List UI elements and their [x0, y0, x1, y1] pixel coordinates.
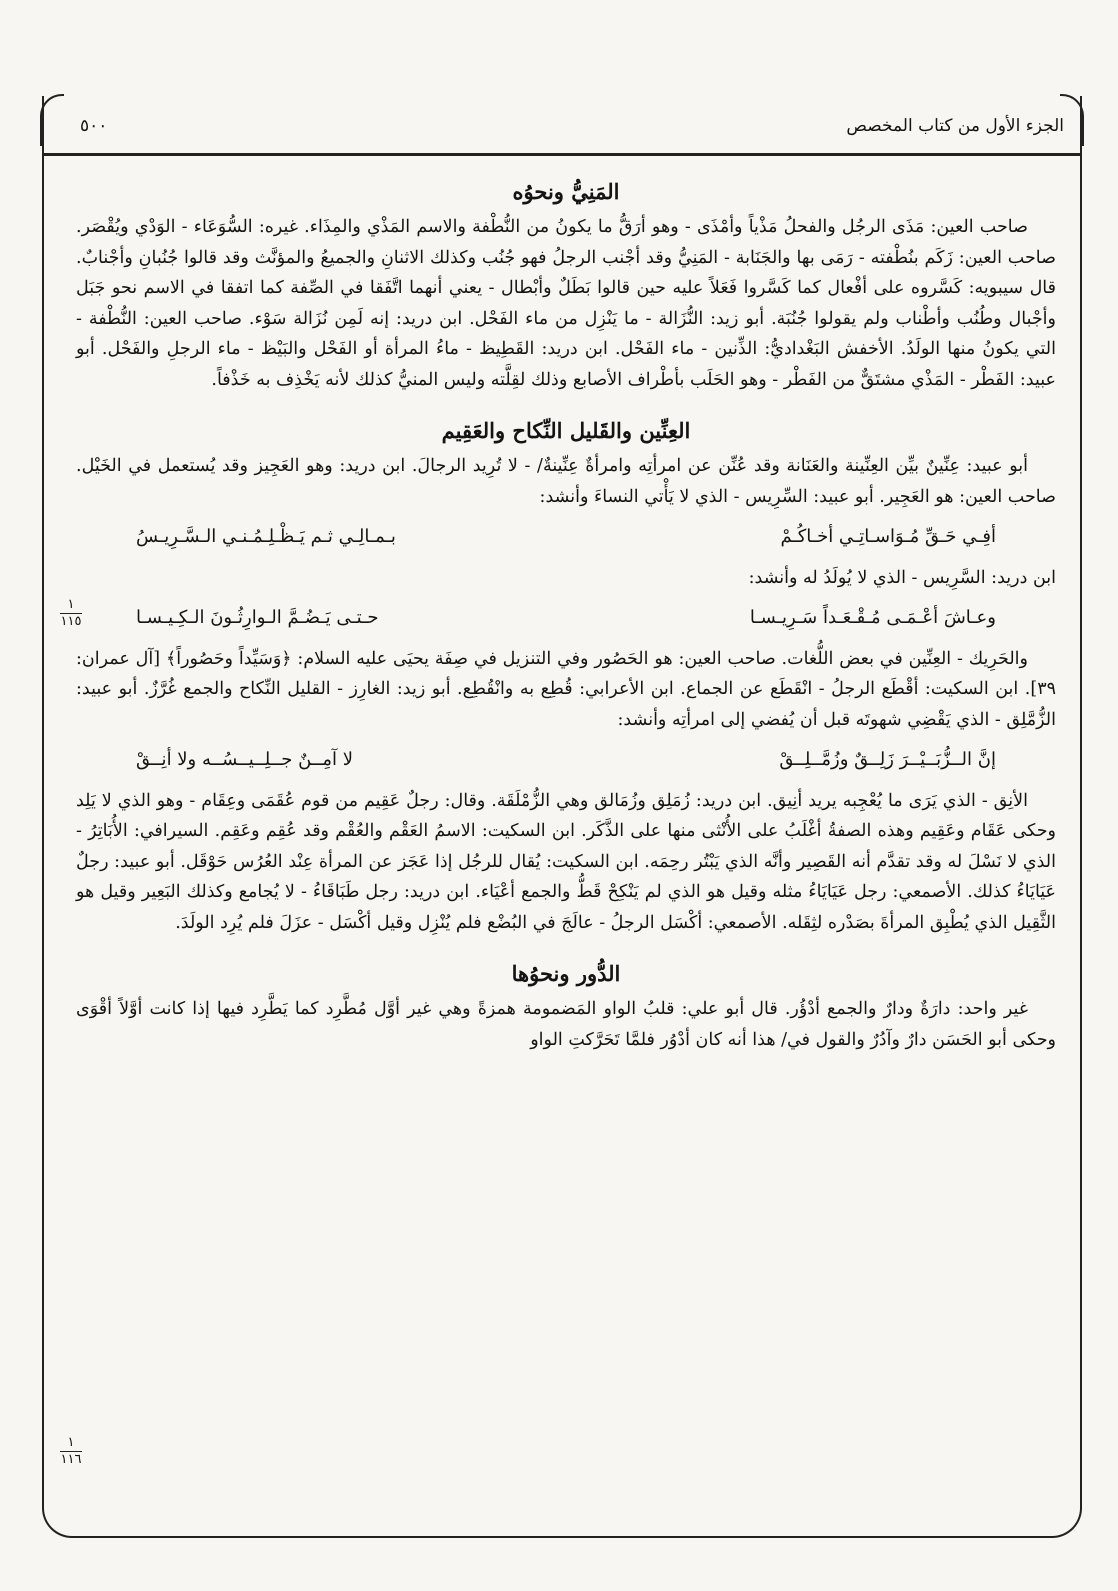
verse-hemistich-first: إنَّ الــزُّبَــيْــرَ زَلِــقٌ وزُمَّــلِــقْ — [779, 749, 996, 770]
header-corner-left — [40, 94, 64, 146]
section-title: الدُّور ونحوُها — [511, 961, 621, 986]
running-header — [42, 110, 1082, 156]
page-body — [76, 170, 1056, 1055]
verse-hemistich-second: لا آمِــنٌ جــلِــيــسُــه ولا أنِــقْ — [136, 749, 353, 770]
section-title: العِنِّين والقَليل النِّكاح والعَقِيم — [441, 418, 691, 443]
paragraph: أبو عبيد: عِنِّينٌ بيِّن العِنِّينة والعَنَانة وقد عُنِّن عن امرأتِه وامرأةٌ عِنِّينةٌ/ - لا تُرِيد الرجالَ. ابن دريد: وهو العَجِيز وقد يُستعمل في الخَيْل. صاحب العين: هو العَجِير. أبو عبيد: السِّرِيس - الذي لا يَأْتي النساءَ وأنشد: — [76, 456, 1056, 507]
poem-verse — [136, 745, 996, 776]
paragraph: غير واحد: دارَةٌ ودارٌ والجمع أدْؤُر. قال أبو علي: قلبُ الواو المَضمومة همزةً وهي غير أوَّل مُطَّرِد كما يَطَّرِد فيها إذا كانت أوَّلاً أقْوَى وحكى أبو الحَسَن دارٌ وآدُرٌ والقول في/ هذا أنه كان أدْوُر فلمَّا تَحَرَّكتِ الواو — [76, 999, 1056, 1050]
paragraph: والحَرِيك - العِنِّين في بعض اللُّغات. صاحب العين: هو الحَصُور وفي التنزيل في صِفَة يحيَى عليه السلام: ﴿وَسَيِّداً وحَصُوراً﴾ [آل عمران: ٣٩]. ابن السكيت: أقْطَع الرجلُ - انْقَطَع عن الجماع. ابن الأعرابي: قُطِع به وانْقُطِع. أبو زيد: الغارِز - القليل النِّكاح والجمع غُرَّزٌ. أبو عبيد: الزُّمَّلِق - الذي يَقْضِي شهوتَه قبل أن يُفضي إلى امرأتِه وأنشد: — [76, 648, 1056, 730]
margin-marker — [60, 1436, 82, 1467]
book-title: الجزء الأول من كتاب المخصص — [846, 116, 1064, 136]
poem-verse — [136, 603, 996, 634]
paragraph: الأنِق - الذي يَرَى ما يُعْجِبه يريد أنِيق. ابن دريد: زُمَلِق وزُمَالق وهي الزُّمْلَقَة. وقال: رجلٌ عَقِيم من قوم عُقَمَى وعِقَام - وهو الذي لا يَلِد وحكى عَقَام وعَقِيم وهذه الصفةُ أغْلَبُ على الأُنْثى منها على الذَّكَر. ابن السكيت: الاسمُ العَقْم والعُقْم وقد عُقِم وعَقِم. السيرافي: الأُبَاتِرُ - الذي لا نَسْلَ له وقد تقدَّم أنه القَصِير وأنَّه الذي يَبْتُر رحِمَه. ابن السكيت: يُقال للرجُل إذا عَجَز عن المرأة عِنْد العُرُس حَوْقَل. أبو عبيد: رجلٌ عَيَايَاءُ كذلك. الأصمعي: رجل عَيَايَاءُ مثله وقيل هو الذي لم يَنْكِحْ قَطُّ والجمع أعْيَاء. ابن دريد: رجل طَبَاقَاءُ - لا يُجامع وكذلك البَعِير وقيل هو الثَّقِيل الذي يُطْبِق المرأةَ بصَدْره لثِقَله. الأصمعي: أكْسَل الرجلُ - عالَجَ في البُضْع فلم يُنْزِل وقيل أكْسَل - عزَلَ فلم يُرِد الولَدَ. — [76, 790, 1056, 933]
paragraph: ابن دريد: السَّرِيس - الذي لا يُولَدُ له وأنشد: — [748, 567, 1056, 588]
verse-hemistich-second: بـمـالِـي ثـم يَـظْـلِـمُـنـي الـسَّـرِيـسُ — [136, 526, 396, 547]
margin-marker-top: ١ — [67, 597, 75, 612]
poem-verse — [136, 522, 996, 553]
verse-hemistich-first: أفِـي حَـقِّ مُـوَاسـاتِـي أخـاكُـمْ — [780, 526, 996, 547]
margin-marker-bottom: ١١٦ — [60, 1452, 82, 1467]
verse-hemistich-first: وعـاشَ أعْـمَـى مُـقْـعَـداً سَـرِيـسـا — [749, 607, 996, 628]
margin-marker-top: ١ — [67, 1435, 75, 1450]
margin-marker-bottom: ١١٥ — [60, 614, 82, 629]
section-title: المَنِيُّ ونحوُه — [512, 179, 620, 204]
paragraph: صاحب العين: مَذَى الرجُل والفحلُ مَذْياً وأمْذَى - وهو أرَقُّ ما يكونُ من النُّطْفة والاسم المَذْي والمِذَاء. غيره: السُّوَعَاء - الوَدْي ويُقْصَر. صاحب العين: زَكَم بنُطْفته - رَمَى بها والجَنَابة - المَنِيُّ وقد أجْنب الرجلُ فهو جُنُب وكذلك الاثنانِ والجميعُ والمؤنَّث وقد قالوا جُنُبانِ وأجْنابٌ. قال سيبويه: كَسَّروه على أفْعال كما كَسَّروا فَعَلاً عليه حين قالوا بَطَلٌ وأبْطال - يعني أنهما اتَّفَقا في الصِّفة كما اتفقا في الاسم نحو جَبَل وأجْبال وطُنُب وأطْناب ولم يقولوا جُنُبَة. أبو زيد: النُّزَالة - ما يَنْزِل من ماء الفَحْل. ابن دريد: إنه لَمِن نُزَالة سَوْء. صاحب العين: النُّطْفة - التي يكونُ منها الولَدُ. الأخفش البَغْداديُّ: الذِّنين - ماء الفَحْل. ابن دريد: القَطِيظ - ماءُ المرأة أو الفَحْل والبَيْظ - ماء الرجلِ والفَحْل. أبو عبيد: الفَطْر - المَذْي مشتَقٌّ من الفَطْر - وهو الحَلَب بأطْراف الأصابع وذلك لقِلَّته وليس المنيُّ كذلك لأنه يَخْذِف به خَذْفاً. — [76, 217, 1056, 390]
page-number: ٥٠٠ — [80, 116, 108, 136]
verse-hemistich-second: حـتـى يَـضُـمَّ الـوارِثُـونَ الـكِـيـسـا — [136, 607, 379, 628]
